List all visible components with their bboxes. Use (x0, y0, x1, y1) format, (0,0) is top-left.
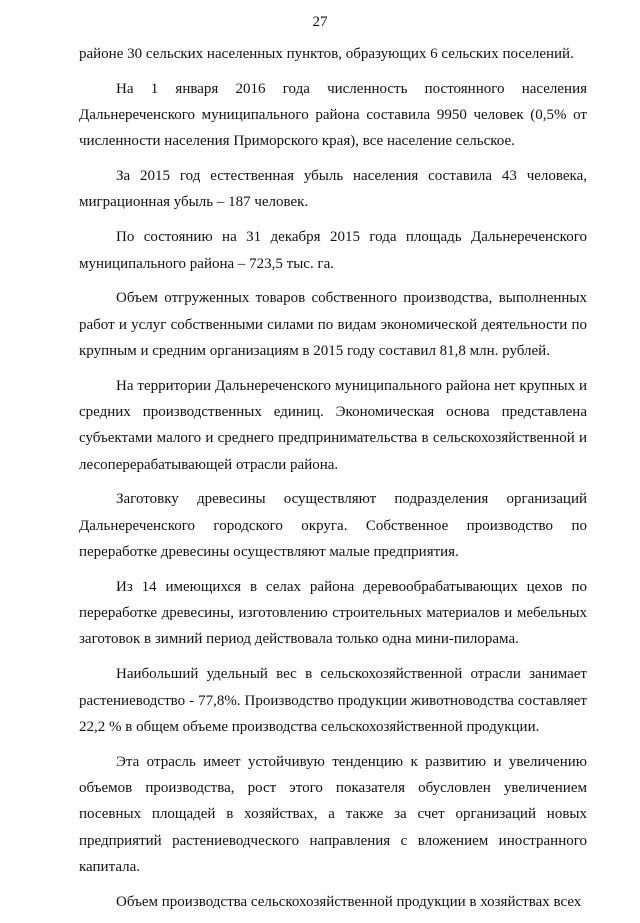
paragraph-agri-volume: Объем производства сельскохозяйственной продукции в хозяйствах всех (116, 893, 582, 910)
paragraph-shipped-goods: Объем отгруженных товаров собственного производства, выполненных работ и услуг собственными силами по видам экономической деятельности по крупным и средним организациям в 2015 году составил 81,8 млн. рублей. (79, 290, 587, 359)
paragraph-area: По состоянию на 31 декабря 2015 года площадь Дальнереченского муниципального района – 723,5 тыс. га. (79, 229, 587, 272)
paragraph-economic-base: На территории Дальнереченского муниципального района нет крупных и средних производственных единиц. Экономическая основа представлена субъектами малого и среднего предпринимательства в сельскохозяйственной и лесоперерабатывающей отрасли района. (79, 377, 587, 473)
paragraph-population-decline: За 2015 год естественная убыль населения составила 43 человека, миграционная убыль – 187 человек. (79, 168, 587, 211)
page-number: 27 (312, 14, 328, 30)
paragraph-population: На 1 января 2016 года численность постоянного населения Дальнереченского муниципального района составила 9950 человек (0,5% от численности населения Приморского края), все население сельское. (79, 80, 587, 150)
paragraph-woodworking-shops: Из 14 имеющихся в селах района деревообрабатывающих цехов по переработке древесины, изготовлению строительных материалов и мебельных заготовок в зимний период действовала только одна мини-пилорама. (79, 578, 587, 648)
paragraph-timber-harvesting: Заготовку древесины осуществляют подразделения организаций Дальнереченского городского округа. Собственное производство по переработке древесины осуществляют малые предприятия. (79, 491, 587, 561)
paragraph-continuation: районе 30 сельских населенных пунктов, образующих 6 сельских поселений. (79, 46, 574, 62)
document-body (79, 41, 587, 923)
paragraph-crop-share: Наибольший удельный вес в сельскохозяйственной отрасли занимает растениеводство - 77,8%. Производство продукции животноводства составляет 22,2 % в общем объеме производства сельскохозяйственной продукции. (79, 666, 587, 735)
paragraph-growth-trend: Эта отрасль имеет устойчивую тенденцию к развитию и увеличению объемов производства, рост этого показателя обусловлен увеличением посевных площадей в хозяйствах, а также за счет организаций новых предприятий растениеводческого направления с вложением иностранного капитала. (79, 753, 587, 875)
